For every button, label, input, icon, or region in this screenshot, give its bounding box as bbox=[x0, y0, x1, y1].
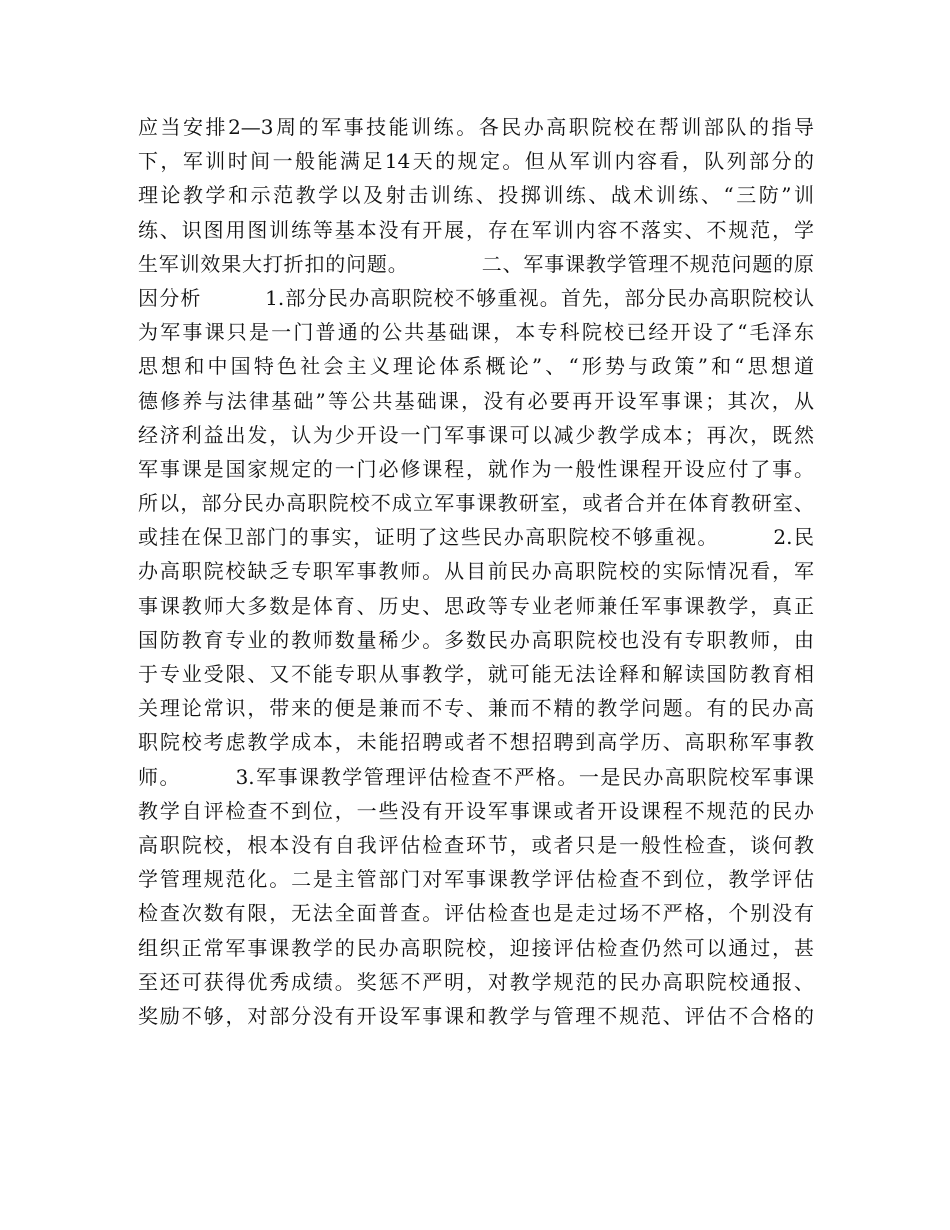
text-line: 思想和中国特色社会主义理论体系概论”、“形势与政策”和“思想道 bbox=[138, 354, 814, 379]
body-text bbox=[138, 110, 814, 1033]
text-line: 或挂在保卫部门的事实，证明了这些民办高职院校不够重视。 2.民 bbox=[138, 525, 814, 550]
text-line: 德修养与法律基础”等公共基础课，没有必要再开设军事课；其次，从 bbox=[138, 388, 814, 413]
text-line: 职院校考虑教学成本，未能招聘或者不想招聘到高学历、高职称军事教 bbox=[138, 730, 814, 755]
text-line: 军事课是国家规定的一门必修课程，就作为一般性课程开设应付了事。 bbox=[138, 456, 814, 481]
text-line: 组织正常军事课教学的民办高职院校，迎接评估检查仍然可以通过，甚 bbox=[138, 935, 814, 960]
text-line: 检查次数有限，无法全面普查。评估检查也是走过场不严格，个别没有 bbox=[138, 901, 814, 926]
text-line: 经济利益出发，认为少开设一门军事课可以减少教学成本；再次，既然 bbox=[138, 422, 814, 447]
text-line: 下，军训时间一般能满足14天的规定。但从军训内容看，队列部分的 bbox=[138, 149, 814, 174]
text-line: 奖励不够，对部分没有开设军事课和教学与管理不规范、评估不合格的 bbox=[138, 1003, 814, 1028]
text-line: 理论教学和示范教学以及射击训练、投掷训练、战术训练、“三防”训 bbox=[138, 183, 814, 208]
text-line: 教学自评检查不到位，一些没有开设军事课或者开设课程不规范的民办 bbox=[138, 798, 814, 823]
text-line: 于专业受限、又不能专职从事教学，就可能无法诠释和解读国防教育相 bbox=[138, 662, 814, 686]
text-line: 高职院校，根本没有自我评估检查环节，或者只是一般性检查，谈何教 bbox=[138, 832, 814, 857]
text-line: 因分析 1.部分民办高职院校不够重视。首先，部分民办高职院校认 bbox=[138, 285, 814, 310]
text-line: 所以，部分民办高职院校不成立军事课教研室，或者合并在体育教研室、 bbox=[138, 491, 814, 516]
text-line: 师。 3.军事课教学管理评估检查不严格。一是民办高职院校军事课 bbox=[138, 764, 814, 789]
text-line: 为军事课只是一门普通的公共基础课，本专科院校已经开设了“毛泽东 bbox=[138, 320, 814, 345]
text-line: 关理论常识，带来的便是兼而不专、兼而不精的教学问题。有的民办高 bbox=[138, 696, 814, 721]
text-line: 练、识图用图训练等基本没有开展，存在军训内容不落实、不规范，学 bbox=[138, 217, 814, 242]
text-line: 事课教师大多数是体育、历史、思政等专业老师兼任军事课教学，真正 bbox=[138, 593, 814, 618]
text-line: 国防教育专业的教师数量稀少。多数民办高职院校也没有专职教师，由 bbox=[138, 627, 814, 652]
text-line: 应当安排2—3周的军事技能训练。各民办高职院校在帮训部队的指导 bbox=[138, 115, 814, 139]
text-line: 至还可获得优秀成绩。奖惩不严明，对教学规范的民办高职院校通报、 bbox=[138, 969, 814, 994]
text-line: 办高职院校缺乏专职军事教师。从目前民办高职院校的实际情况看，军 bbox=[138, 559, 814, 584]
text-line: 生军训效果大打折扣的问题。 二、军事课教学管理不规范问题的原 bbox=[138, 251, 814, 276]
text-line: 学管理规范化。二是主管部门对军事课教学评估检查不到位，教学评估 bbox=[138, 867, 814, 892]
